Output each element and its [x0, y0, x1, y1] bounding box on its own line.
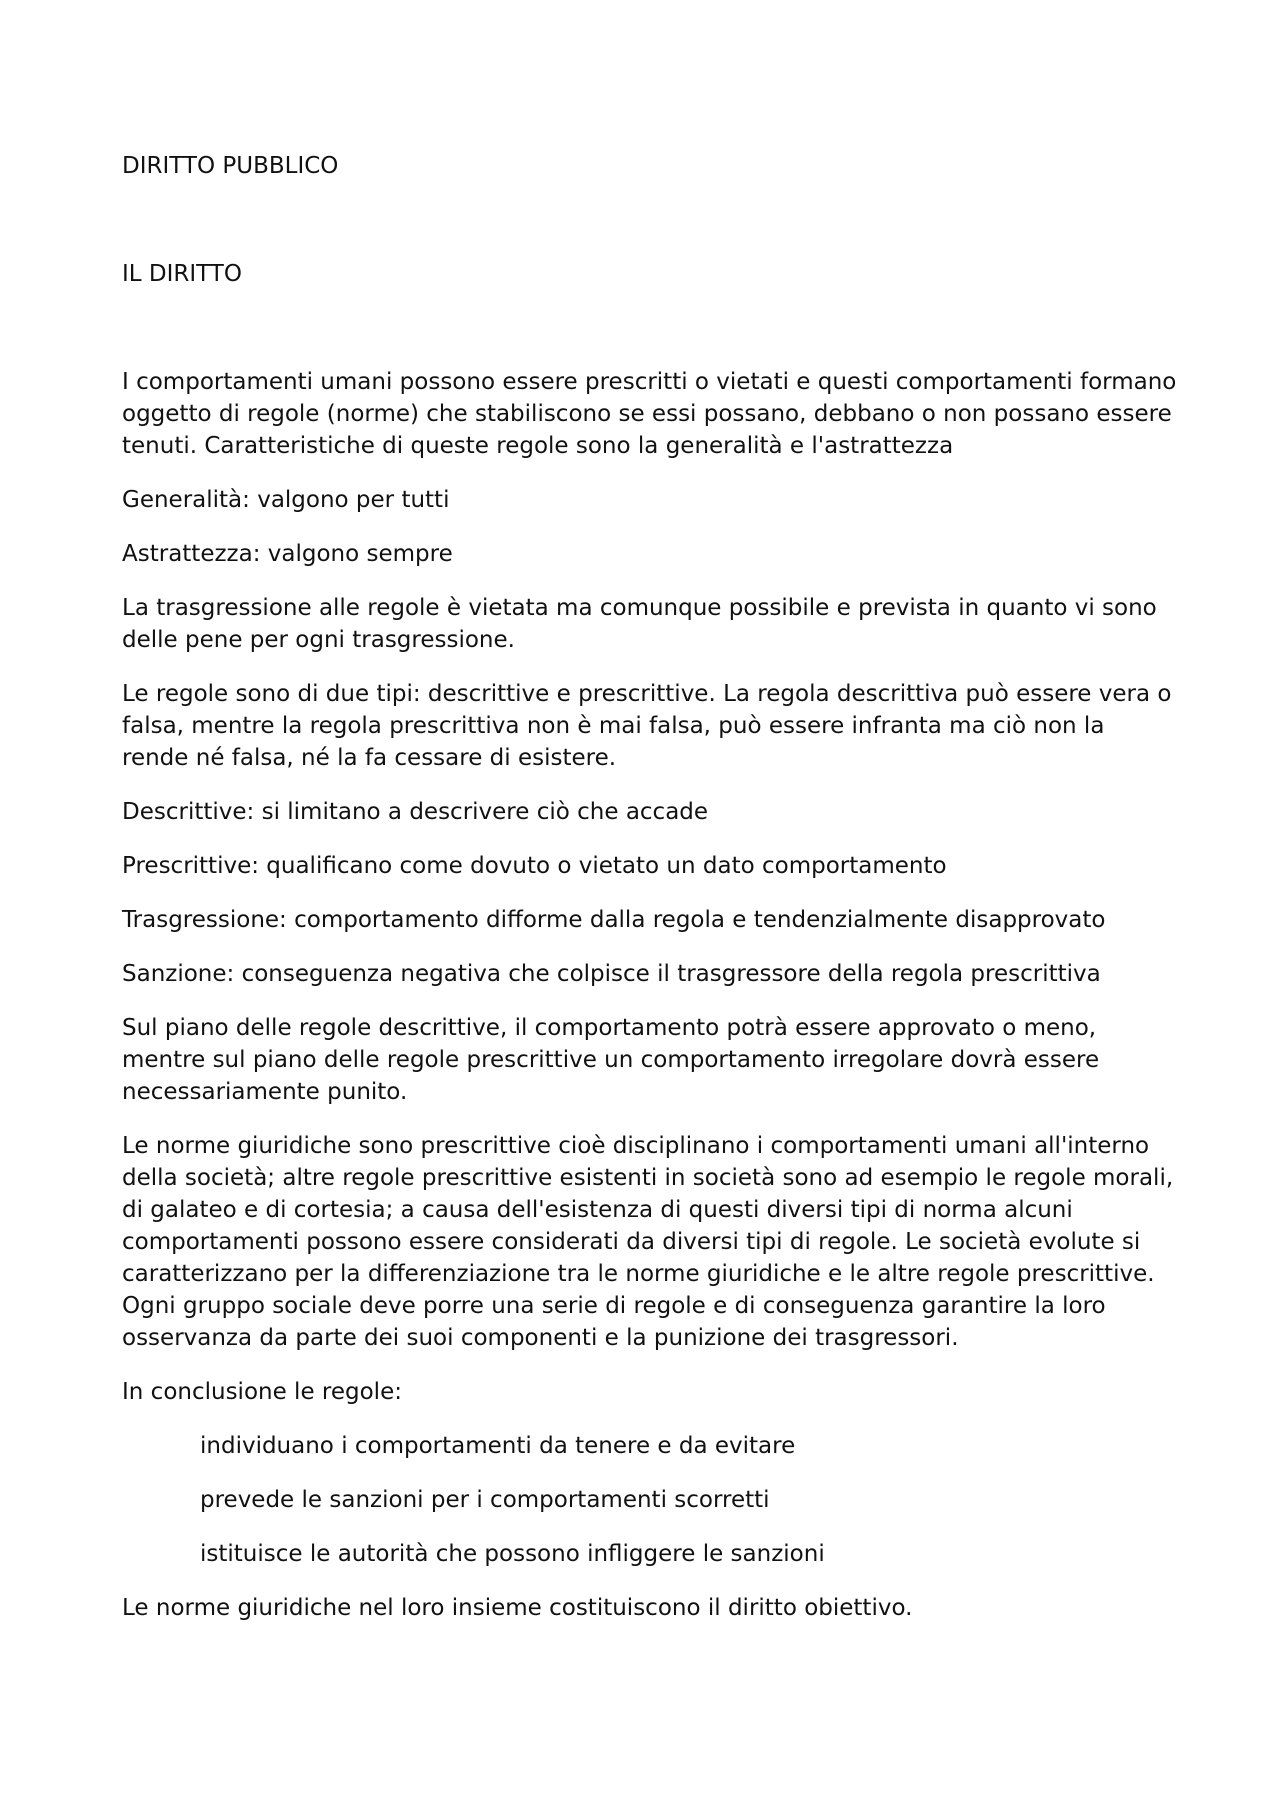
- section-title: IL DIRITTO: [122, 261, 242, 287]
- paragraph: Sul piano delle regole descrittive, il comportamento potrà essere approvato o meno, mentre sul piano delle regole prescrittive un comportamento irregolare dovrà essere necessariamente punito.: [122, 1015, 1100, 1105]
- paragraph: Le norme giuridiche sono prescrittive cioè disciplinano i comportamenti umani all'interno della società; altre regole prescrittive esistenti in società sono ad esempio le regole morali, di galateo e di cortesia; a causa dell'esistenza di questi diversi tipi di norma alcuni comportamenti possono essere considerati da diversi tipi di regole. Le società evolute si caratterizzano per la differenziazione tra le norme giuridiche e le altre regole prescrittive. Ogni gruppo sociale deve porre una serie di regole e di conseguenza garantire la loro osservanza da parte dei suoi componenti e la punizione dei trasgressori.: [122, 1133, 1174, 1351]
- paragraph: I comportamenti umani possono essere prescritti o vietati e questi comportamenti formano oggetto di regole (norme) che stabiliscono se essi possano, debbano o non possano essere tenuti. Caratteristiche di queste regole sono la generalità e l'astrattezza: [122, 369, 1177, 459]
- list-item: istituisce le autorità che possono infliggere le sanzioni: [200, 1541, 825, 1567]
- paragraph: Descrittive: si limitano a descrivere ciò che accade: [122, 799, 709, 825]
- paragraph: Prescrittive: qualificano come dovuto o vietato un dato comportamento: [122, 853, 947, 879]
- paragraph: Trasgressione: comportamento difforme dalla regola e tendenzialmente disapprovato: [122, 907, 1106, 933]
- conclusion-list: [122, 1430, 1177, 1570]
- document-title: DIRITTO PUBBLICO: [122, 153, 339, 179]
- closing-paragraph: Le norme giuridiche nel loro insieme costituiscono il diritto obiettivo.: [122, 1595, 913, 1621]
- document-page: [122, 150, 1177, 1646]
- paragraph: Astrattezza: valgono sempre: [122, 541, 453, 567]
- paragraph: Sanzione: conseguenza negativa che colpisce il trasgressore della regola prescrittiva: [122, 961, 1101, 987]
- paragraph: Le regole sono di due tipi: descrittive e prescrittive. La regola descrittiva può essere vera o falsa, mentre la regola prescrittiva non è mai falsa, può essere infranta ma ciò non la rende né falsa, né la fa cessare di esistere.: [122, 681, 1172, 771]
- paragraph: In conclusione le regole:: [122, 1379, 402, 1405]
- paragraph: La trasgressione alle regole è vietata ma comunque possibile e prevista in quanto vi sono delle pene per ogni trasgressione.: [122, 595, 1157, 653]
- list-item: prevede le sanzioni per i comportamenti scorretti: [200, 1487, 770, 1513]
- paragraph: Generalità: valgono per tutti: [122, 487, 450, 513]
- list-item: individuano i comportamenti da tenere e da evitare: [200, 1433, 796, 1459]
